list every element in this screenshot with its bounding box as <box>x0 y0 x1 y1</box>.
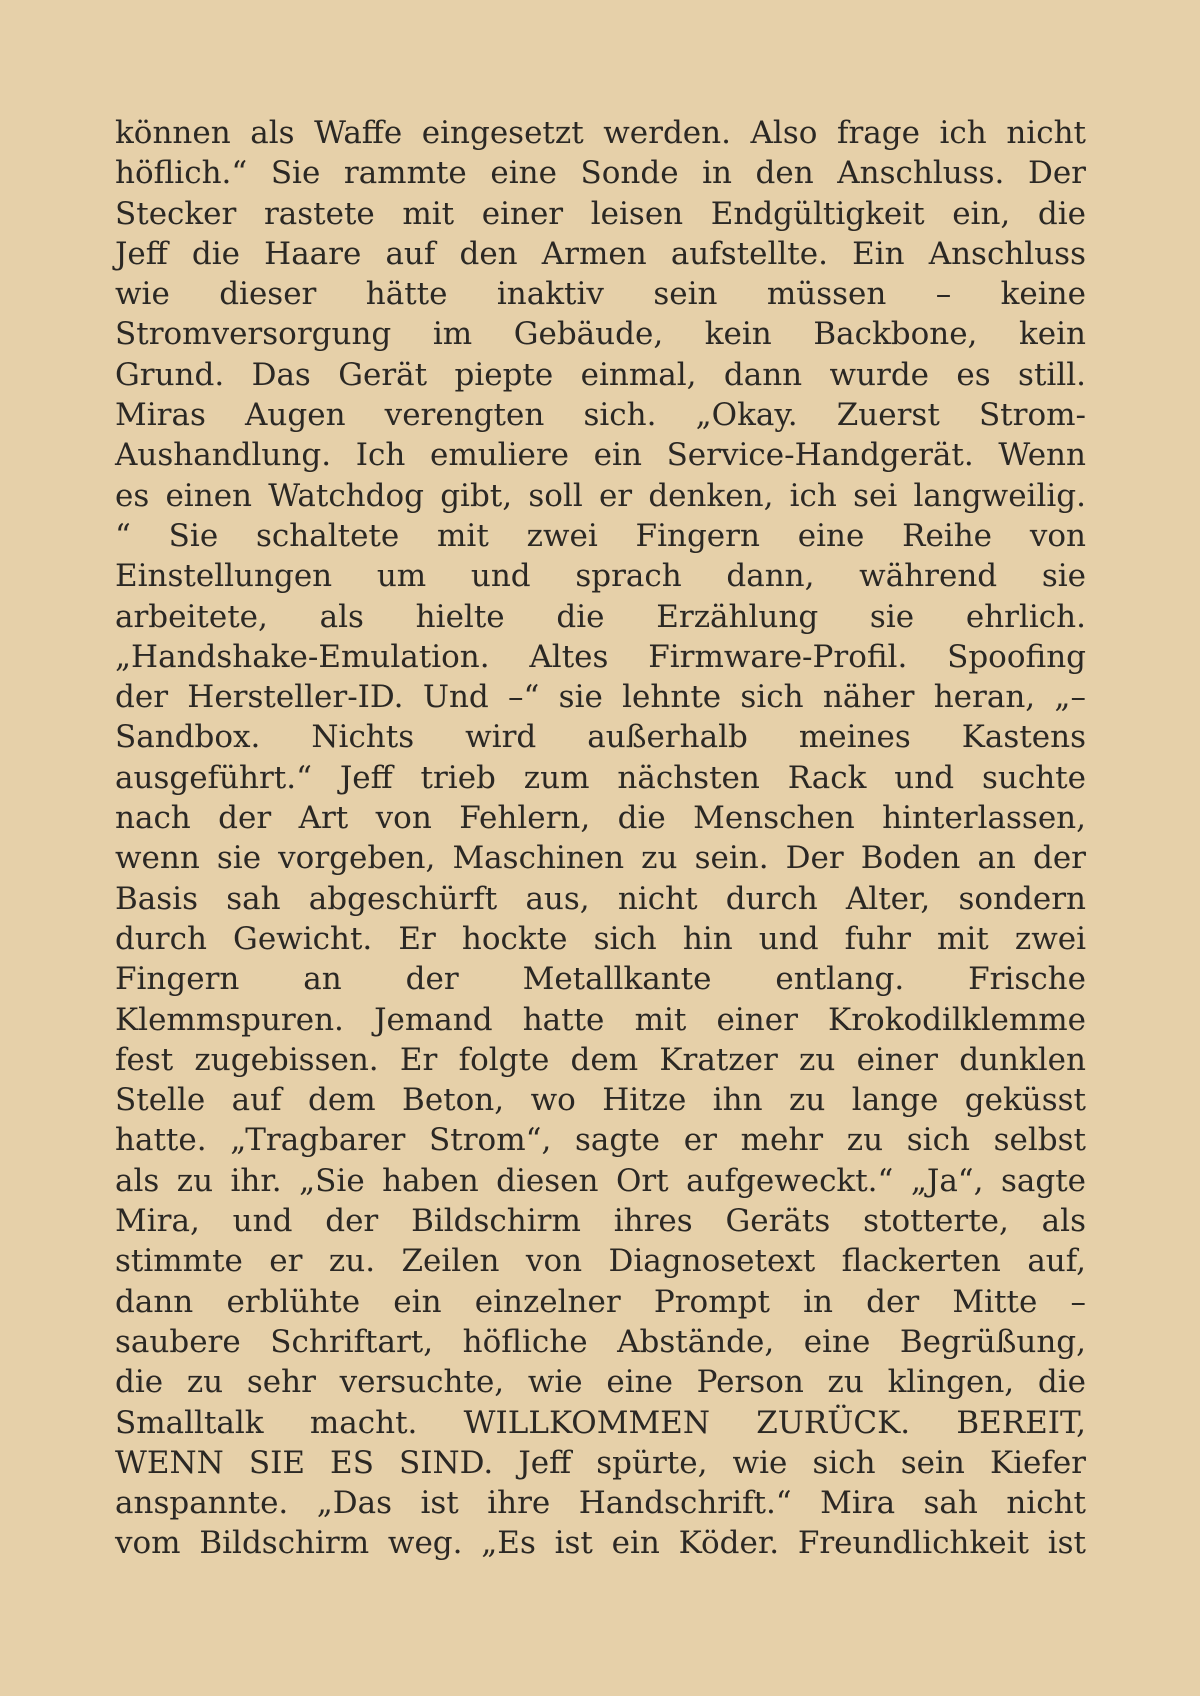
body-text <box>115 113 1086 1564</box>
text-line: saubere Schriftart, höfliche Abstände, eine Begrüßung, <box>115 1323 1086 1360</box>
text-line: Miras Augen verengten sich. „Okay. Zuerst Strom- <box>115 397 1086 434</box>
text-line: Aushandlung. Ich emuliere ein Service-Handgerät. Wenn <box>115 437 1086 474</box>
text-line: Smalltalk macht. WILLKOMMEN ZURÜCK. BEREIT, <box>115 1404 1086 1441</box>
text-line: Basis sah abgeschürft aus, nicht durch Alter, sondern <box>115 880 1086 917</box>
text-line: anspannte. „Das ist ihre Handschrift.“ Mira sah nicht <box>115 1485 1086 1522</box>
text-line: wie dieser hätte inaktiv sein müssen – keine <box>115 276 1086 313</box>
text-line: fest zugebissen. Er folgte dem Kratzer zu einer dunklen <box>115 1041 1086 1078</box>
text-line: als zu ihr. „Sie haben diesen Ort aufgeweckt.“ „Ja“, sagte <box>115 1162 1086 1199</box>
text-line: “ Sie schaltete mit zwei Fingern eine Reihe von <box>115 517 1086 554</box>
text-line: Stelle auf dem Beton, wo Hitze ihn zu lange geküsst <box>115 1082 1086 1119</box>
text-line: es einen Watchdog gibt, soll er denken, ich sei langweilig. <box>115 477 1086 514</box>
text-line: hatte. „Tragbarer Strom“, sagte er mehr zu sich selbst <box>115 1122 1086 1159</box>
text-line: WENN SIE ES SIND. Jeff spürte, wie sich sein Kiefer <box>115 1444 1086 1481</box>
text-line: Jeff die Haare auf den Armen aufstellte. Ein Anschluss <box>115 235 1086 272</box>
text-line: der Hersteller-ID. Und –“ sie lehnte sich näher heran, „– <box>115 679 1086 716</box>
text-line: Mira, und der Bildschirm ihres Geräts stotterte, als <box>115 1203 1086 1240</box>
text-line: können als Waffe eingesetzt werden. Also frage ich nicht <box>115 115 1086 151</box>
text-line: arbeitete, als hielte die Erzählung sie ehrlich. <box>115 598 1086 635</box>
text-line: stimmte er zu. Zeilen von Diagnosetext flackerten auf, <box>115 1243 1086 1280</box>
text-line: Fingern an der Metallkante entlang. Frische <box>115 961 1086 998</box>
text-line: Klemmspuren. Jemand hatte mit einer Krokodilklemme <box>115 1001 1086 1038</box>
text-line: wenn sie vorgeben, Maschinen zu sein. Der Boden an der <box>115 840 1086 877</box>
text-line: nach der Art von Fehlern, die Menschen hinterlassen, <box>115 800 1086 837</box>
text-line: Stecker rastete mit einer leisen Endgültigkeit ein, die <box>115 195 1086 232</box>
text-line: höflich.“ Sie rammte eine Sonde in den Anschluss. Der <box>115 155 1086 192</box>
text-line: Stromversorgung im Gebäude, kein Backbone, kein <box>115 316 1086 353</box>
text-line: dann erblühte ein einzelner Prompt in der Mitte – <box>115 1283 1086 1320</box>
text-line: die zu sehr versuchte, wie eine Person zu klingen, die <box>115 1364 1086 1401</box>
text-line: durch Gewicht. Er hockte sich hin und fuhr mit zwei <box>115 920 1086 957</box>
text-line: vom Bildschirm weg. „Es ist ein Köder. Freundlichkeit ist <box>115 1525 1086 1562</box>
text-line: „Handshake-Emulation. Altes Firmware-Profil. Spoofing <box>115 638 1086 675</box>
text-line: ausgeführt.“ Jeff trieb zum nächsten Rack und suchte <box>115 759 1086 796</box>
text-line: Sandbox. Nichts wird außerhalb meines Kastens <box>115 719 1086 756</box>
text-line: Grund. Das Gerät piepte einmal, dann wurde es still. <box>115 356 1086 393</box>
text-line: Einstellungen um und sprach dann, während sie <box>115 558 1086 595</box>
